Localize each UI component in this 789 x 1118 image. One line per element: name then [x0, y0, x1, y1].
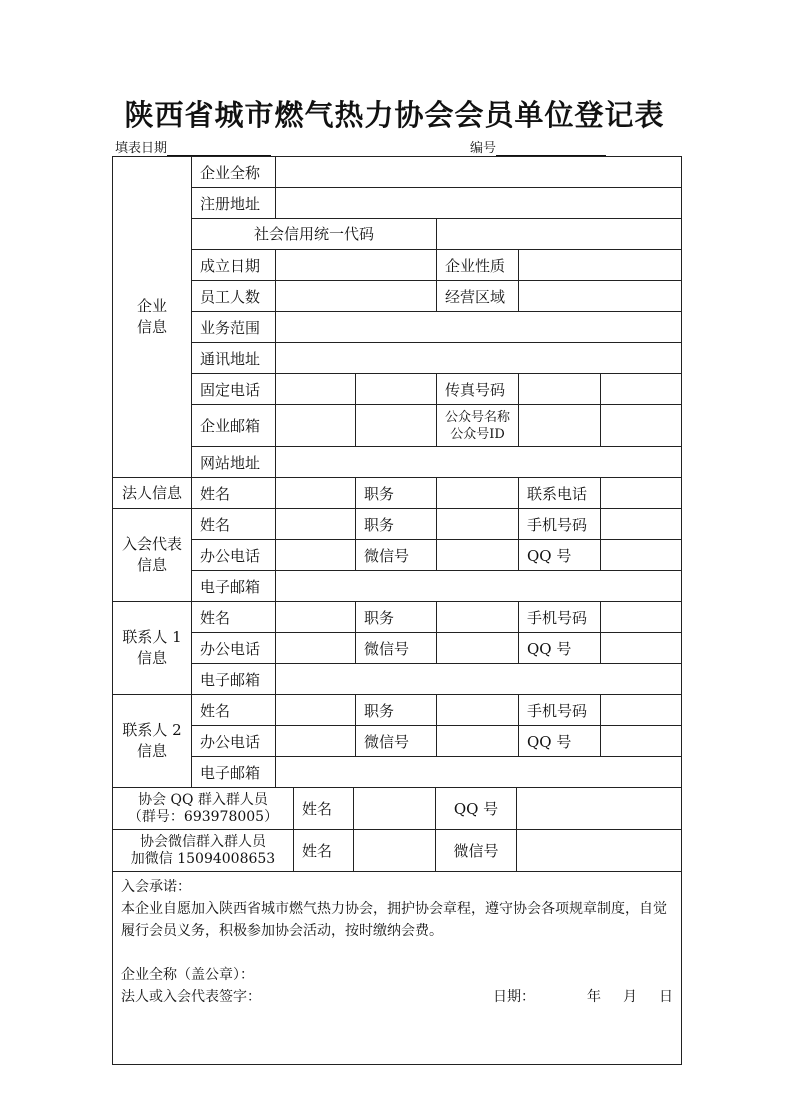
- serial-field[interactable]: [470, 137, 606, 156]
- label-scope: 业务范围: [192, 312, 276, 343]
- input-fax-2[interactable]: [601, 374, 682, 405]
- input-email-2[interactable]: [356, 405, 437, 447]
- label-found-date: 成立日期: [192, 250, 276, 281]
- qq-group-qq-input[interactable]: [517, 788, 682, 830]
- promise-month: 月: [623, 989, 637, 1005]
- c2-mobile-input[interactable]: [601, 695, 682, 726]
- c2-position-label: 职务: [356, 695, 437, 726]
- rep-wechat-label: 微信号: [356, 540, 437, 571]
- serial-line[interactable]: [496, 141, 606, 156]
- legal-position-input[interactable]: [437, 478, 519, 509]
- promise-text: 本企业自愿加入陕西省城市燃气热力协会，拥护协会章程，遵守协会各项规章制度，自觉履行会员义务，积极参加协会活动，按时缴纳会费。: [121, 901, 667, 939]
- fill-date-line[interactable]: [167, 141, 271, 156]
- wechat-group-name-input[interactable]: [354, 830, 436, 872]
- label-staff: 员工人数: [192, 281, 276, 312]
- input-nature[interactable]: [519, 250, 682, 281]
- c1-position-label: 职务: [356, 602, 437, 633]
- label-nature: 企业性质: [437, 250, 519, 281]
- section-enterprise: 企业 信息: [113, 157, 192, 478]
- promise-year: 年: [587, 989, 601, 1005]
- rep-email-input[interactable]: [276, 571, 682, 602]
- legal-phone-label: 联系电话: [519, 478, 601, 509]
- rep-office-input[interactable]: [276, 540, 356, 571]
- input-wechat-official-1[interactable]: [519, 405, 601, 447]
- legal-name-label: 姓名: [192, 478, 276, 509]
- c2-qq-label: QQ 号: [519, 726, 601, 757]
- c2-office-label: 办公电话: [192, 726, 276, 757]
- c1-office-label: 办公电话: [192, 633, 276, 664]
- input-email-1[interactable]: [276, 405, 356, 447]
- promise-date-label: 日期：: [493, 989, 535, 1005]
- rep-qq-label: QQ 号: [519, 540, 601, 571]
- c2-mobile-label: 手机号码: [519, 695, 601, 726]
- c2-position-input[interactable]: [437, 695, 519, 726]
- serial-label: 编号: [470, 141, 497, 156]
- label-email: 企业邮箱: [192, 405, 276, 447]
- input-staff[interactable]: [276, 281, 437, 312]
- c2-name-label: 姓名: [192, 695, 276, 726]
- c2-email-label: 电子邮箱: [192, 757, 276, 788]
- section-contact1: 联系人 1 信息: [113, 602, 192, 695]
- form-title: 陕西省城市燃气热力协会会员单位登记表: [124, 98, 665, 132]
- label-full-name: 企业全称: [192, 157, 276, 188]
- input-full-name[interactable]: [276, 157, 682, 188]
- input-credit-code[interactable]: [437, 219, 682, 250]
- c1-name-label: 姓名: [192, 602, 276, 633]
- input-fax-1[interactable]: [519, 374, 601, 405]
- c1-office-input[interactable]: [276, 633, 356, 664]
- registration-table: [112, 156, 682, 1065]
- legal-position-label: 职务: [356, 478, 437, 509]
- label-website: 网站地址: [192, 447, 276, 478]
- qq-group-name-input[interactable]: [354, 788, 436, 830]
- section-contact2: 联系人 2 信息: [113, 695, 192, 788]
- c1-qq-label: QQ 号: [519, 633, 601, 664]
- label-credit-code: 社会信用统一代码: [192, 219, 437, 250]
- input-wechat-official-2[interactable]: [601, 405, 682, 447]
- label-reg-address: 注册地址: [192, 188, 276, 219]
- wechat-group-wechat-input[interactable]: [517, 830, 682, 872]
- rep-email-label: 电子邮箱: [192, 571, 276, 602]
- c1-email-label: 电子邮箱: [192, 664, 276, 695]
- wechat-group-label: 协会微信群入群人员 加微信 15094008653: [113, 830, 294, 872]
- label-phone: 固定电话: [192, 374, 276, 405]
- legal-name-input[interactable]: [276, 478, 356, 509]
- rep-name-input[interactable]: [276, 509, 356, 540]
- rep-mobile-label: 手机号码: [519, 509, 601, 540]
- c2-wechat-label: 微信号: [356, 726, 437, 757]
- label-wechat-official: 公众号名称 公众号ID: [437, 405, 519, 447]
- fill-date-label: 填表日期: [115, 141, 168, 156]
- rep-office-label: 办公电话: [192, 540, 276, 571]
- promise-date: [493, 986, 673, 1008]
- rep-name-label: 姓名: [192, 509, 276, 540]
- label-fax: 传真号码: [437, 374, 519, 405]
- rep-wechat-input[interactable]: [437, 540, 519, 571]
- qq-group-qq-label: QQ 号: [436, 788, 517, 830]
- promise-seal-label: 企业全称（盖公章）：: [121, 967, 254, 983]
- c2-qq-input[interactable]: [601, 726, 682, 757]
- c1-email-input[interactable]: [276, 664, 682, 695]
- legal-phone-input[interactable]: [601, 478, 682, 509]
- c1-name-input[interactable]: [276, 602, 356, 633]
- promise-day: 日: [659, 989, 673, 1005]
- c1-position-input[interactable]: [437, 602, 519, 633]
- input-mail-address[interactable]: [276, 343, 682, 374]
- fill-date-field[interactable]: [115, 137, 271, 156]
- input-area[interactable]: [519, 281, 682, 312]
- wechat-group-wechat-label: 微信号: [436, 830, 517, 872]
- rep-mobile-input[interactable]: [601, 509, 682, 540]
- rep-position-input[interactable]: [437, 509, 519, 540]
- input-reg-address[interactable]: [276, 188, 682, 219]
- membership-promise: [113, 872, 682, 1065]
- section-legal: 法人信息: [113, 478, 192, 509]
- c2-name-input[interactable]: [276, 695, 356, 726]
- label-mail-address: 通讯地址: [192, 343, 276, 374]
- c1-mobile-label: 手机号码: [519, 602, 601, 633]
- c1-wechat-label: 微信号: [356, 633, 437, 664]
- wechat-group-name-label: 姓名: [294, 830, 354, 872]
- rep-qq-input[interactable]: [601, 540, 682, 571]
- label-area: 经营区域: [437, 281, 519, 312]
- input-scope[interactable]: [276, 312, 682, 343]
- input-phone-1[interactable]: [276, 374, 356, 405]
- c2-office-input[interactable]: [276, 726, 356, 757]
- c2-wechat-input[interactable]: [437, 726, 519, 757]
- promise-signature-label: 法人或入会代表签字：: [121, 989, 261, 1005]
- qq-group-label: 协会 QQ 群入群人员 （群号：693978005）: [113, 788, 294, 830]
- c1-mobile-input[interactable]: [601, 602, 682, 633]
- input-phone-2[interactable]: [356, 374, 437, 405]
- input-found-date[interactable]: [276, 250, 437, 281]
- section-rep: 入会代表 信息: [113, 509, 192, 602]
- c1-wechat-input[interactable]: [437, 633, 519, 664]
- c2-email-input[interactable]: [276, 757, 682, 788]
- promise-heading: 入会承诺：: [121, 879, 191, 895]
- c1-qq-input[interactable]: [601, 633, 682, 664]
- rep-position-label: 职务: [356, 509, 437, 540]
- input-website[interactable]: [276, 447, 682, 478]
- qq-group-name-label: 姓名: [294, 788, 354, 830]
